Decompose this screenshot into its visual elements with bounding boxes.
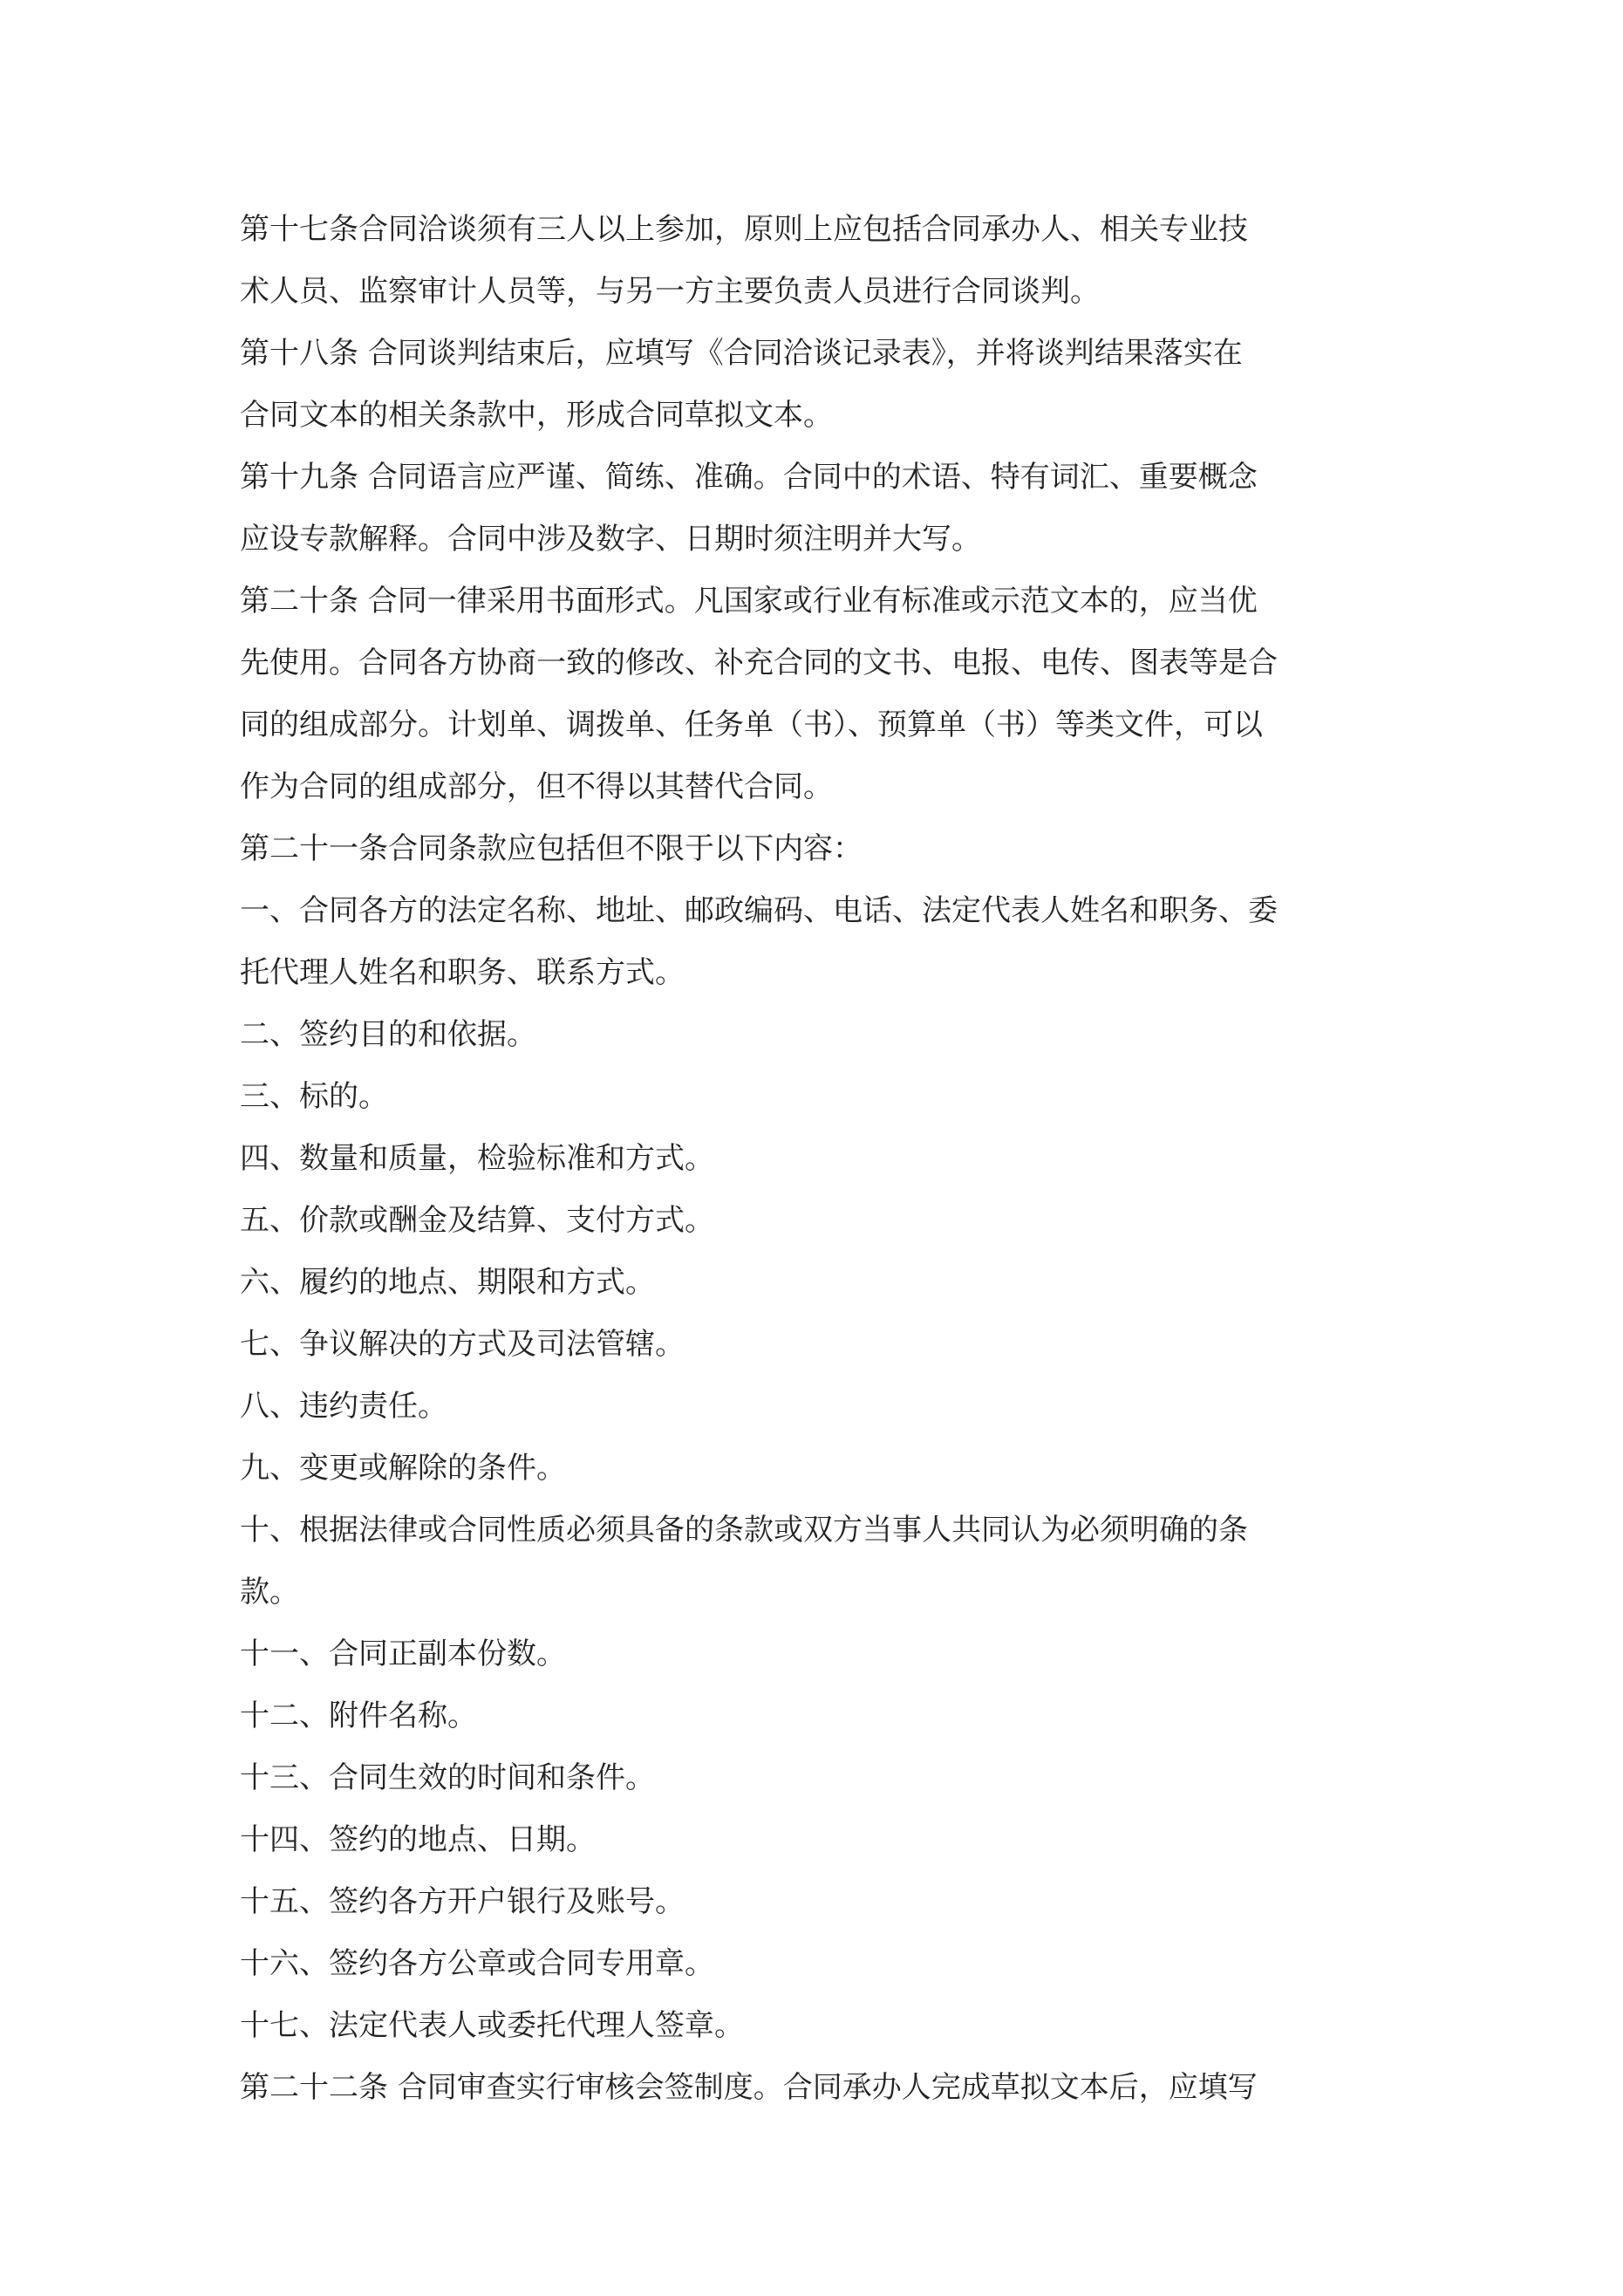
document-body: [240, 199, 1339, 2119]
text-line: 先使用。合同各方协商一致的修改、补充合同的文书、电报、电传、图表等是合: [240, 646, 1278, 680]
text-line: 八、违约责任。: [240, 1389, 447, 1424]
text-line: 第十九条 合同语言应严谨、简练、准确。合同中的术语、特有词汇、重要概念: [240, 460, 1258, 495]
text-line: 六、履约的地点、期限和方式。: [240, 1265, 655, 1300]
text-line: 七、争议解决的方式及司法管辖。: [240, 1327, 685, 1362]
text-line: 四、数量和质量，检验标准和方式。: [240, 1141, 714, 1176]
text-line: 第二十一条合同条款应包括但不限于以下内容：: [240, 831, 863, 866]
text-line: 同的组成部分。计划单、调拨单、任务单（书）、预算单（书）等类文件，可以: [240, 707, 1263, 742]
text-line: 第十七条合同洽谈须有三人以上参加，原则上应包括合同承办人、相关专业技: [240, 212, 1248, 247]
text-line: 九、变更或解除的条件。: [240, 1451, 566, 1486]
text-line: 十一、合同正副本份数。: [240, 1637, 566, 1671]
text-line: 三、标的。: [240, 1079, 388, 1114]
text-line: 第十八条 合同谈判结束后，应填写《合同洽谈记录表》，并将谈判结果落实在: [240, 336, 1243, 371]
text-line: 术人员、监察审计人员等，与另一方主要负责人员进行合同谈判。: [240, 274, 1100, 309]
text-line: 五、价款或酬金及结算、支付方式。: [240, 1203, 714, 1238]
text-line: 一、合同各方的法定名称、地址、邮政编码、电话、法定代表人姓名和职务、委: [240, 893, 1278, 928]
text-line: 十二、附件名称。: [240, 1698, 477, 1733]
text-line: 第二十条 合同一律采用书面形式。凡国家或行业有标准或示范文本的，应当优: [240, 584, 1258, 618]
text-line: 款。: [240, 1575, 299, 1609]
text-line: 十七、法定代表人或委托代理人签章。: [240, 2008, 744, 2043]
text-line: 十三、合同生效的时间和条件。: [240, 1760, 655, 1795]
text-line: 应设专款解释。合同中涉及数字、日期时须注明并大写。: [240, 522, 981, 557]
text-line: 十五、签约各方开户银行及账号。: [240, 1884, 685, 1919]
text-line: 十四、签约的地点、日期。: [240, 1822, 596, 1857]
text-line: 十、根据法律或合同性质必须具备的条款或双方当事人共同认为必须明确的条: [240, 1513, 1248, 1548]
text-line: 托代理人姓名和职务、联系方式。: [240, 955, 685, 990]
text-line: 第二十二条 合同审查实行审核会签制度。合同承办人完成草拟文本后，应填写: [240, 2070, 1258, 2105]
text-line: 二、签约目的和依据。: [240, 1017, 536, 1052]
text-line: 十六、签约各方公章或合同专用章。: [240, 1946, 714, 1981]
text-line: 合同文本的相关条款中，形成合同草拟文本。: [240, 398, 833, 433]
text-line: 作为合同的组成部分，但不得以其替代合同。: [240, 769, 833, 804]
